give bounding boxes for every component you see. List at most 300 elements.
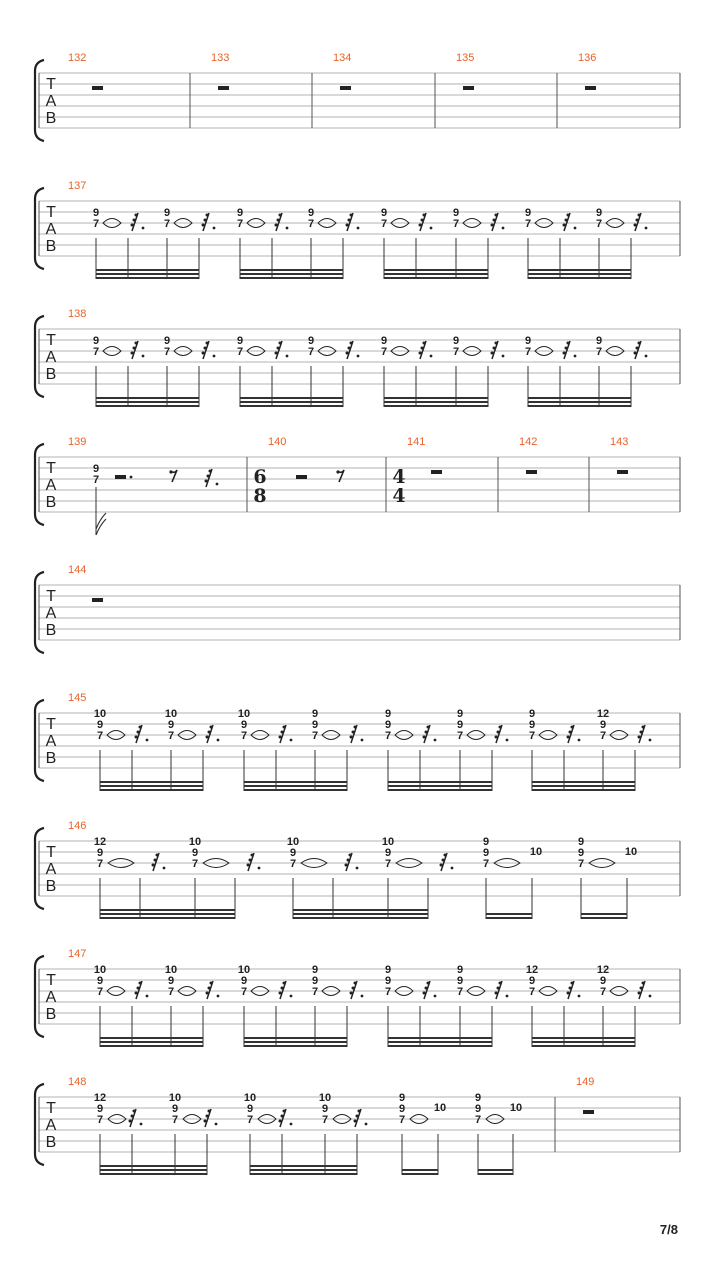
rest-flag	[419, 224, 422, 227]
fret-number: 7	[92, 346, 100, 358]
beam	[532, 785, 635, 787]
fret-number: 9	[92, 335, 100, 347]
rest-flag	[348, 347, 351, 350]
rest-flag	[638, 736, 641, 739]
rest-flag	[565, 219, 568, 222]
rest-flag	[275, 352, 278, 355]
fret-number: 7	[384, 730, 392, 742]
fret-number: 9	[92, 463, 100, 475]
beam	[388, 789, 492, 791]
fret-number: 7	[595, 218, 603, 230]
dot	[130, 476, 133, 479]
rest-flag	[209, 470, 212, 473]
rest-flag	[204, 347, 207, 350]
beam	[244, 1037, 347, 1039]
rest-flag	[354, 726, 357, 729]
rest-flag	[135, 992, 138, 995]
fret-number: 7	[307, 218, 315, 230]
fret-number: 7	[380, 346, 388, 358]
measure-number: 133	[211, 52, 230, 64]
rest-flag	[247, 864, 250, 867]
rest-flag	[499, 982, 502, 985]
fret-number: 9	[380, 335, 388, 347]
fret-number: 9	[384, 719, 392, 731]
tab-system	[35, 692, 680, 791]
measure-number: 136	[578, 52, 597, 64]
fret-number: 9	[380, 207, 388, 219]
whole-rest	[583, 1110, 594, 1114]
fret-number: 7	[599, 986, 607, 998]
fret-number: 9	[384, 847, 392, 859]
tab-clef-letter: A	[45, 1117, 57, 1134]
tab-clef-letter: B	[45, 366, 57, 383]
beam	[384, 405, 488, 407]
rest-dot	[578, 739, 581, 742]
beam	[384, 269, 488, 271]
fret-number: 7	[92, 474, 100, 486]
tab-system	[35, 180, 680, 279]
rest-flag	[493, 219, 496, 222]
fret-number: 9	[577, 847, 585, 859]
rest-dot	[645, 227, 648, 230]
rest-flag	[349, 854, 352, 857]
measure	[68, 820, 637, 919]
rest-flag	[206, 342, 209, 345]
fret-number: 7	[236, 346, 244, 358]
beam	[240, 269, 343, 271]
fret-number: 9	[474, 1103, 482, 1115]
rest-flag	[423, 214, 426, 217]
fret-number: 9	[289, 847, 297, 859]
beam	[293, 913, 428, 915]
fret-number: 9	[456, 964, 464, 976]
fret-number: 7	[577, 858, 585, 870]
rest-flag	[139, 982, 142, 985]
fret-number: 9	[307, 207, 315, 219]
rest-flag	[354, 1120, 357, 1123]
rest-flag	[491, 224, 494, 227]
tab-system	[35, 820, 680, 919]
rest-flag	[640, 987, 643, 990]
tab-clef-letter: A	[45, 733, 57, 750]
fret-number: 10	[237, 964, 251, 976]
fret-number: 10	[243, 1092, 257, 1104]
tab-clef-letter: A	[45, 989, 57, 1006]
rest-dot	[649, 995, 652, 998]
fret-number: 9	[92, 207, 100, 219]
beam	[402, 1169, 438, 1171]
rest-flag	[133, 219, 136, 222]
fret-number: 9	[236, 335, 244, 347]
rest-flag	[563, 352, 566, 355]
tab-clef-letter: A	[45, 349, 57, 366]
rest-flag	[356, 1115, 359, 1118]
rest-flag	[279, 1120, 282, 1123]
fret-number: 9	[456, 719, 464, 731]
fret-number: 9	[482, 847, 490, 859]
measure-number: 149	[576, 1076, 595, 1088]
beam	[532, 1037, 635, 1039]
fret-number: 9	[321, 1103, 329, 1115]
whole-rest	[463, 86, 474, 90]
rest-flag	[135, 736, 138, 739]
fret-number: 7	[456, 730, 464, 742]
measure-number: 140	[268, 436, 287, 448]
fret-number: 7	[96, 730, 104, 742]
fret-number: 7	[311, 730, 319, 742]
fret-number: 9	[96, 975, 104, 987]
fret-number: 12	[596, 708, 610, 720]
fret-number: 9	[307, 335, 315, 347]
rest-flag	[427, 982, 430, 985]
tab-clef-letter: A	[45, 93, 57, 110]
beam	[100, 1041, 203, 1043]
rest-flag	[137, 731, 140, 734]
rest-flag	[135, 214, 138, 217]
rest-dot	[451, 867, 454, 870]
beam	[528, 273, 631, 275]
rest-flag	[440, 864, 443, 867]
rest-flag	[421, 219, 424, 222]
beam	[100, 785, 203, 787]
fret-number: 7	[452, 218, 460, 230]
measure-number: 141	[407, 436, 426, 448]
note-flag	[96, 519, 106, 535]
rest-dot	[357, 355, 360, 358]
fret-number: 9	[167, 719, 175, 731]
fret-number: 9	[240, 719, 248, 731]
fret-number: 9	[524, 335, 532, 347]
rest-dot	[356, 867, 359, 870]
rest-flag	[642, 726, 645, 729]
time-signature-bottom: 4	[392, 485, 406, 507]
fret-number: 7	[163, 346, 171, 358]
beam	[581, 913, 627, 915]
fret-number: 10	[624, 846, 638, 858]
whole-rest	[218, 86, 229, 90]
rest-flag	[137, 987, 140, 990]
fret-number: 7	[528, 730, 536, 742]
beam	[388, 781, 492, 783]
beam	[96, 405, 199, 407]
fret-number: 7	[528, 986, 536, 998]
measure-number: 134	[333, 52, 352, 64]
beam	[384, 277, 488, 279]
rest-flag	[279, 214, 282, 217]
rest-dot	[357, 227, 360, 230]
measure-number: 146	[68, 820, 87, 832]
rest-dot	[290, 1123, 293, 1126]
beam	[96, 269, 199, 271]
rest-flag	[495, 342, 498, 345]
beam	[240, 277, 343, 279]
rest-dot	[361, 739, 364, 742]
beam	[293, 909, 428, 911]
rest-dot	[140, 1123, 143, 1126]
beam	[244, 1045, 347, 1047]
rest-flag	[281, 1115, 284, 1118]
measure-number: 135	[456, 52, 475, 64]
rest-dot	[434, 995, 437, 998]
tab-system	[35, 308, 680, 407]
fret-number: 12	[525, 964, 539, 976]
measure	[68, 436, 218, 535]
fret-number: 7	[246, 1114, 254, 1126]
beam	[532, 781, 635, 783]
rest-flag	[283, 982, 286, 985]
rest-flag	[499, 726, 502, 729]
rest-flag	[444, 854, 447, 857]
rest-dot	[142, 355, 145, 358]
beam	[528, 405, 631, 407]
fret-number: 7	[96, 986, 104, 998]
beam	[478, 1169, 513, 1171]
rest-flag	[283, 1110, 286, 1113]
rest-flag	[206, 736, 209, 739]
fret-number: 9	[528, 719, 536, 731]
beam	[250, 1165, 357, 1167]
rest-flag	[636, 219, 639, 222]
whole-rest	[92, 86, 103, 90]
fret-number: 10	[381, 836, 395, 848]
rest-flag	[206, 214, 209, 217]
rest-dot	[169, 470, 172, 473]
fret-number: 9	[163, 335, 171, 347]
rest-flag	[567, 342, 570, 345]
beam	[100, 781, 203, 783]
beam	[293, 917, 428, 919]
fret-number: 10	[529, 846, 543, 858]
time-signature-top: 6	[253, 466, 267, 488]
rest-flag	[279, 342, 282, 345]
rest-flag	[491, 352, 494, 355]
rest-dot	[163, 867, 166, 870]
tab-clef-letter: B	[45, 1134, 57, 1151]
whole-rest	[585, 86, 596, 90]
tab-clef-letter: T	[46, 844, 56, 861]
beam	[384, 397, 488, 399]
beam	[250, 1169, 357, 1171]
fret-number: 7	[167, 986, 175, 998]
fret-number: 10	[318, 1092, 332, 1104]
rest-flag	[352, 987, 355, 990]
measure-number: 139	[68, 436, 87, 448]
fret-number: 7	[163, 218, 171, 230]
fret-number: 7	[289, 858, 297, 870]
rest-flag	[210, 982, 213, 985]
beam	[402, 1173, 438, 1175]
fret-number: 9	[599, 719, 607, 731]
rest-dot	[213, 227, 216, 230]
rest-flag	[275, 224, 278, 227]
beam	[240, 397, 343, 399]
rest-flag	[350, 736, 353, 739]
measure	[68, 948, 651, 1047]
rest-dot	[506, 995, 509, 998]
rest-dot	[286, 227, 289, 230]
fret-number: 9	[577, 836, 585, 848]
beam	[486, 913, 532, 915]
fret-number: 9	[528, 708, 536, 720]
fret-number: 7	[524, 218, 532, 230]
fret-number: 7	[240, 730, 248, 742]
whole-rest	[617, 470, 628, 474]
rest-flag	[207, 475, 210, 478]
tab-system	[35, 564, 680, 653]
rest-dot	[217, 995, 220, 998]
fret-number: 9	[474, 1092, 482, 1104]
fret-number: 7	[384, 858, 392, 870]
rest-flag	[131, 1115, 134, 1118]
tab-system	[35, 948, 680, 1047]
rest-dot	[336, 470, 339, 473]
rest-dot	[258, 867, 261, 870]
rest-flag	[419, 352, 422, 355]
fret-number: 9	[384, 708, 392, 720]
beam	[388, 785, 492, 787]
tab-clef-letter: B	[45, 622, 57, 639]
rest-flag	[131, 352, 134, 355]
fret-number: 7	[524, 346, 532, 358]
rest-flag	[425, 731, 428, 734]
rest-flag	[281, 731, 284, 734]
tab-clef-letter: T	[46, 1100, 56, 1117]
measure-number: 145	[68, 692, 87, 704]
fret-number: 9	[384, 975, 392, 987]
tab-clef-letter: T	[46, 716, 56, 733]
fret-number: 9	[163, 207, 171, 219]
rest-flag	[249, 859, 252, 862]
rest-flag	[347, 859, 350, 862]
rest-flag	[636, 347, 639, 350]
beam	[100, 1165, 207, 1167]
measure-number: 144	[68, 564, 87, 576]
fret-number: 10	[509, 1102, 523, 1114]
tab-clef-letter: T	[46, 76, 56, 93]
fret-number: 9	[595, 335, 603, 347]
fret-number: 7	[456, 986, 464, 998]
tab-clef-letter: B	[45, 750, 57, 767]
rest-flag	[154, 859, 157, 862]
rest-dot	[213, 355, 216, 358]
rest-flag	[358, 1110, 361, 1113]
rest-dot	[434, 739, 437, 742]
rest-flag	[642, 982, 645, 985]
rest-dot	[290, 995, 293, 998]
rest-flag	[638, 992, 641, 995]
tab-clef-letter: B	[45, 110, 57, 127]
whole-rest	[340, 86, 351, 90]
rest-flag	[206, 992, 209, 995]
fret-number: 7	[307, 346, 315, 358]
beam	[240, 401, 343, 403]
systems-layer	[35, 52, 680, 1175]
tab-clef-letter: A	[45, 477, 57, 494]
beam	[244, 781, 347, 783]
tab-clef-letter: B	[45, 494, 57, 511]
fret-number: 9	[311, 708, 319, 720]
fret-number: 9	[398, 1092, 406, 1104]
beam	[532, 1045, 635, 1047]
rest-dot	[574, 227, 577, 230]
rest-flag	[279, 736, 282, 739]
rest-flag	[421, 347, 424, 350]
rest-flag	[279, 992, 282, 995]
beam	[96, 273, 199, 275]
rest-flag	[277, 347, 280, 350]
tab-system	[35, 1076, 680, 1175]
fret-number: 10	[93, 964, 107, 976]
fret-number: 7	[191, 858, 199, 870]
quarter-rest	[296, 475, 307, 479]
beam	[100, 909, 235, 911]
rest-flag	[354, 982, 357, 985]
measure	[68, 692, 651, 791]
beam	[100, 1045, 203, 1047]
rest-flag	[202, 224, 205, 227]
beam	[100, 1037, 203, 1039]
rest-dot	[502, 355, 505, 358]
fret-number: 7	[599, 730, 607, 742]
beam	[96, 401, 199, 403]
tab-system	[35, 52, 680, 141]
rest-flag	[495, 992, 498, 995]
fret-number: 9	[384, 964, 392, 976]
rest-flag	[204, 219, 207, 222]
fret-number: 12	[93, 836, 107, 848]
rest-flag	[346, 352, 349, 355]
beam	[244, 785, 347, 787]
measure-number: 143	[610, 436, 629, 448]
tab-clef-letter: T	[46, 972, 56, 989]
fret-number: 7	[398, 1114, 406, 1126]
rest-dot	[286, 355, 289, 358]
tab-clef-letter: T	[46, 460, 56, 477]
fret-number: 9	[311, 975, 319, 987]
rest-flag	[495, 214, 498, 217]
rest-flag	[156, 854, 159, 857]
measure	[68, 1076, 522, 1175]
fret-number: 9	[96, 1103, 104, 1115]
rest-dot	[502, 227, 505, 230]
fret-number: 9	[311, 964, 319, 976]
beam	[388, 1041, 492, 1043]
beam	[528, 277, 631, 279]
tab-system	[35, 436, 680, 535]
rest-flag	[634, 224, 637, 227]
rest-dot	[365, 1123, 368, 1126]
beam	[244, 789, 347, 791]
fret-number: 10	[164, 708, 178, 720]
rest-flag	[350, 992, 353, 995]
fret-number: 12	[93, 1092, 107, 1104]
whole-rest	[431, 470, 442, 474]
rest-flag	[493, 347, 496, 350]
fret-number: 9	[96, 719, 104, 731]
fret-number: 9	[191, 847, 199, 859]
rest-dot	[506, 739, 509, 742]
rest-flag	[569, 731, 572, 734]
rest-flag	[567, 992, 570, 995]
beam	[528, 401, 631, 403]
rest-flag	[425, 987, 428, 990]
fret-number: 7	[96, 858, 104, 870]
fret-number: 9	[599, 975, 607, 987]
rest-dot	[217, 739, 220, 742]
rest-flag	[133, 347, 136, 350]
measure-number: 142	[519, 436, 538, 448]
whole-rest	[92, 598, 103, 602]
